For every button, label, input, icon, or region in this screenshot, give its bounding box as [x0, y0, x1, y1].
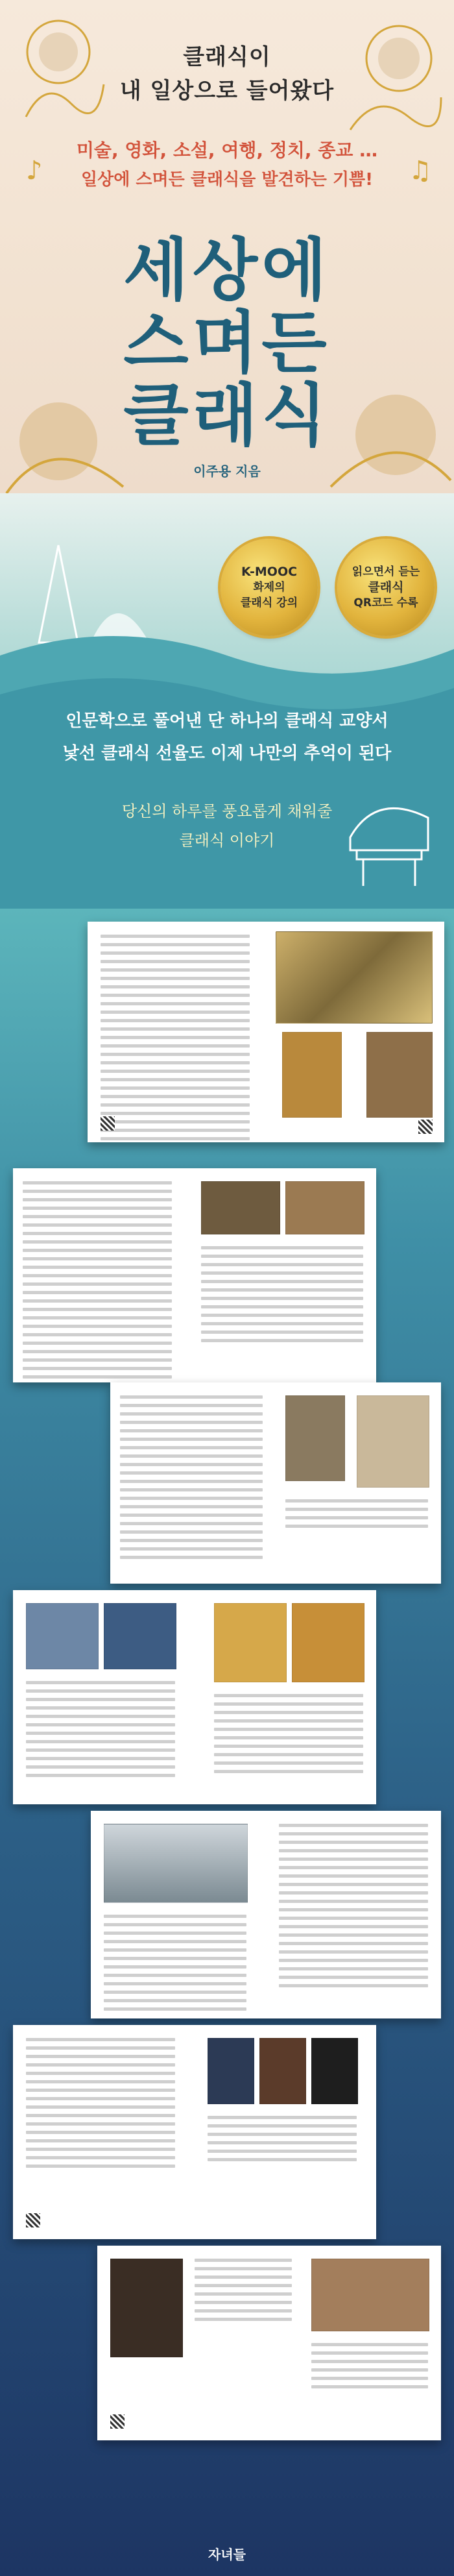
badge-line: 클래식 — [368, 580, 404, 595]
intro-sub-1: 당신의 하루를 풍요롭게 채워줄 — [121, 802, 333, 820]
badge-line: 클래식 강의 — [240, 596, 298, 609]
piano-illustration — [337, 779, 441, 889]
artwork-image — [26, 1603, 99, 1669]
intro-line-2: 낯선 클래식 선율도 이제 나만의 추억이 된다 — [62, 744, 392, 763]
book-spread — [88, 922, 444, 1142]
decorative-ornament-right — [337, 6, 448, 136]
page-text — [208, 2116, 357, 2166]
book-title-line: 스며든 — [123, 303, 331, 382]
page-text — [311, 2343, 428, 2394]
artwork-image — [201, 1181, 280, 1234]
publisher-logo: 자녀들 — [208, 2547, 246, 2562]
composer-illustration-right — [324, 376, 454, 500]
book-spread — [97, 2246, 441, 2440]
movie-poster-image — [110, 2259, 183, 2357]
book-title-line: 클래식 — [123, 376, 331, 455]
headline-line-1: 클래식이 — [183, 44, 271, 70]
book-title-line: 세상에 — [123, 230, 331, 310]
page-text — [120, 1395, 263, 1564]
qr-code — [26, 2213, 40, 2227]
headline-line-2: 내 일상으로 들어왔다 — [119, 78, 335, 104]
qr-code — [110, 2414, 125, 2429]
tagline: 일상에 스며든 클래식을 발견하는 기쁨! — [81, 170, 373, 190]
page-text — [214, 1694, 363, 1778]
page-text — [104, 1915, 246, 2016]
intro-line-1: 인문학으로 풀어낸 단 하나의 클래식 교양서 — [66, 711, 388, 731]
book-spread — [13, 1168, 376, 1382]
page-text — [285, 1499, 428, 1533]
artwork-image — [311, 2259, 429, 2331]
artwork-image — [357, 1395, 429, 1488]
badge-line: 화제의 — [253, 581, 285, 594]
qr-code — [418, 1120, 433, 1134]
intro-sub-2: 클래식 이야기 — [179, 831, 275, 850]
page-text — [279, 1824, 428, 1993]
badge-line: 읽으면서 듣는 — [352, 565, 420, 578]
book-spread — [91, 1811, 441, 2018]
hero-section — [0, 0, 454, 493]
book-title — [110, 230, 344, 455]
badge-line: K-MOOC — [241, 565, 298, 579]
artwork-image — [366, 1032, 433, 1118]
movie-poster-image — [311, 2038, 358, 2104]
author: 이주용 지음 — [193, 463, 261, 479]
artwork-image — [285, 1395, 345, 1481]
page-text — [201, 1246, 363, 1347]
artwork-image — [214, 1603, 287, 1682]
music-note-icon: ♫ — [409, 156, 432, 186]
topics-line: 미술, 영화, 소설, 여행, 정치, 종교 … — [76, 140, 378, 161]
book-preview-section — [0, 909, 454, 2576]
artwork-image — [282, 1032, 342, 1118]
page-text — [101, 935, 250, 1142]
book-spread — [110, 1382, 441, 1584]
artwork-image — [285, 1181, 364, 1234]
page-text — [195, 2259, 292, 2326]
page-text — [23, 1181, 172, 1382]
artwork-image — [104, 1603, 176, 1669]
movie-poster-image — [208, 2038, 254, 2104]
music-note-icon: ♪ — [26, 156, 43, 186]
page-text — [26, 1681, 175, 1782]
artwork-image — [104, 1824, 248, 1903]
book-spread — [13, 1590, 376, 1804]
composer-illustration-left — [0, 389, 130, 500]
book-spread — [13, 2025, 376, 2239]
badge-line: QR코드 수록 — [353, 596, 418, 609]
movie-poster-image — [259, 2038, 306, 2104]
qr-code — [101, 1116, 115, 1131]
page-text — [26, 2038, 175, 2173]
artwork-image — [276, 931, 433, 1024]
artwork-image — [292, 1603, 364, 1682]
